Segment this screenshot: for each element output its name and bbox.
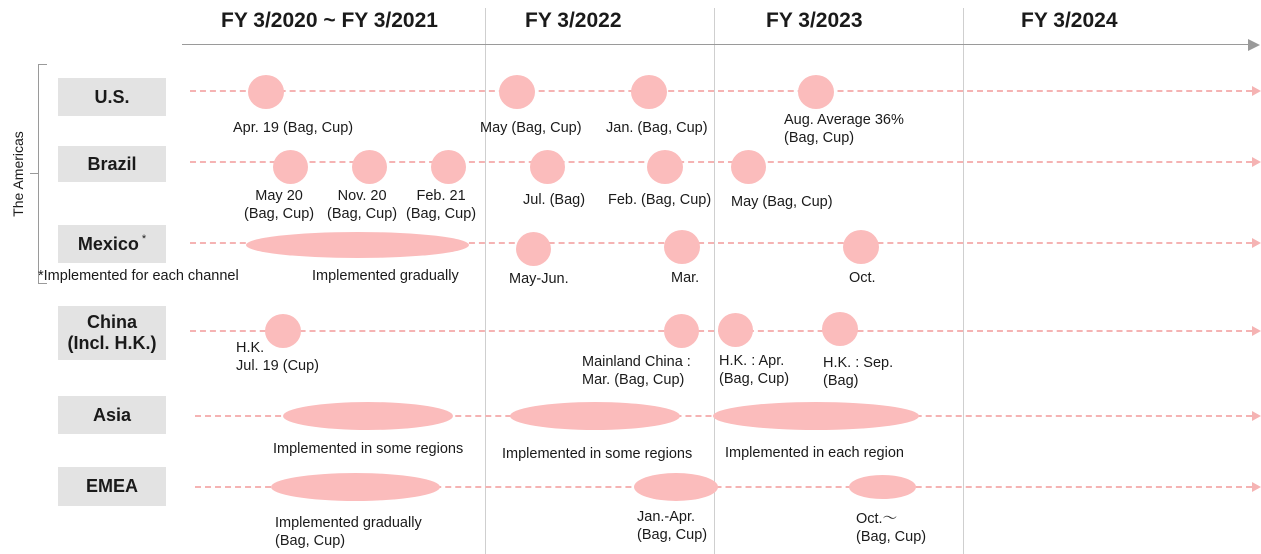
asia-event-label: Implemented in some regions — [273, 441, 464, 457]
asia-event-label: Implemented in some regions — [502, 446, 693, 462]
mexico-event-label: May-Jun. — [509, 271, 569, 287]
americas-bracket-tick — [30, 173, 38, 174]
china-event-marker — [822, 312, 858, 346]
brazil-event-label: Feb. 21 (Bag, Cup) — [406, 188, 477, 222]
region-china — [58, 306, 166, 360]
brazil-event-label: Nov. 20 (Bag, Cup) — [327, 188, 398, 222]
lane-arrowhead — [1252, 411, 1261, 421]
brazil-event-marker — [273, 150, 308, 184]
region-mexico-label: Mexico — [77, 233, 139, 254]
time-axis-arrowhead — [1248, 39, 1260, 51]
emea-event-label: Jan.-Apr. (Bag, Cup) — [637, 509, 708, 543]
emea-span-marker — [634, 473, 718, 501]
brazil-event-label: Feb. (Bag, Cup) — [608, 192, 712, 208]
china-event-marker — [664, 314, 699, 348]
region-us-label: U.S. — [94, 86, 130, 107]
mexico-footnote: *Implemented for each channel — [38, 268, 239, 284]
brazil-event-marker — [431, 150, 466, 184]
region-us — [58, 78, 166, 116]
column-header-fy2020-2021: FY 3/2020 ~ FY 3/2021 — [221, 9, 438, 32]
us-event-marker — [798, 75, 834, 109]
region-emea-label: EMEA — [85, 476, 138, 496]
mexico-event-label: Oct. — [849, 270, 876, 286]
americas-group-label: The Americas — [10, 131, 26, 217]
brazil-event-marker — [731, 150, 766, 184]
brazil-event-marker — [647, 150, 683, 184]
region-asia-label: Asia — [92, 404, 132, 425]
asia-span-marker — [283, 402, 453, 430]
region-brazil — [58, 146, 166, 182]
us-event-label: Aug. Average 36% — [784, 112, 904, 128]
china-event-label: H.K. Jul. 19 (Cup) — [236, 340, 320, 374]
emea-span-marker — [271, 473, 440, 501]
china-event-label: H.K. : Apr. (Bag, Cup) — [719, 353, 790, 387]
us-event-marker — [499, 75, 535, 109]
lane-arrowhead — [1252, 238, 1261, 248]
brazil-event-label: May (Bag, Cup) — [731, 194, 833, 210]
region-china-label: China — [86, 312, 137, 332]
emea-event-label: Implemented gradually (Bag, Cup) — [275, 515, 422, 549]
us-event-label: May (Bag, Cup) — [480, 120, 582, 136]
region-china-sublabel: (Incl. H.K.) — [67, 333, 157, 353]
column-header-fy2022: FY 3/2022 — [525, 9, 622, 32]
asia-span-marker — [713, 402, 919, 430]
emea-event-label: Oct.～ (Bag, Cup) — [856, 511, 927, 545]
us-event-marker — [631, 75, 667, 109]
asia-span-marker — [510, 402, 680, 430]
mexico-event-marker — [516, 232, 551, 266]
emea-span-marker — [849, 475, 916, 499]
region-mexico-footnote-mark: * — [141, 233, 147, 245]
china-event-label: H.K. : Sep. (Bag) — [823, 355, 894, 389]
lane-arrowhead — [1252, 482, 1261, 492]
region-brazil-label: Brazil — [87, 153, 137, 174]
column-header-fy2023: FY 3/2023 — [766, 9, 863, 32]
brazil-event-label: Jul. (Bag) — [523, 192, 586, 208]
lane-arrowhead — [1252, 326, 1261, 336]
brazil-event-marker — [352, 150, 387, 184]
region-mexico — [58, 225, 166, 263]
region-emea — [58, 467, 166, 506]
mexico-event-marker — [843, 230, 879, 264]
lane-us — [190, 90, 1252, 92]
mexico-span-marker — [246, 232, 469, 258]
americas-bracket — [38, 64, 47, 284]
column-header-fy2024: FY 3/2024 — [1021, 9, 1118, 32]
us-event-label: Apr. 19 (Bag, Cup) — [233, 120, 354, 136]
region-asia — [58, 396, 166, 434]
asia-event-label: Implemented in each region — [725, 445, 904, 461]
us-event-marker — [248, 75, 284, 109]
lane-brazil — [190, 161, 1252, 163]
mexico-event-label: Mar. — [671, 270, 700, 286]
china-event-marker — [718, 313, 753, 347]
brazil-event-label: May 20 (Bag, Cup) — [244, 188, 315, 222]
us-event-label: Jan. (Bag, Cup) — [606, 120, 708, 136]
china-event-label: Mainland China : Mar. (Bag, Cup) — [582, 354, 691, 388]
us-event-label: (Bag, Cup) — [784, 130, 855, 146]
mexico-event-marker — [664, 230, 700, 264]
brazil-event-marker — [530, 150, 565, 184]
mexico-event-label: Implemented gradually — [312, 268, 459, 284]
time-axis — [182, 44, 1250, 45]
lane-arrowhead — [1252, 86, 1261, 96]
lane-arrowhead — [1252, 157, 1261, 167]
